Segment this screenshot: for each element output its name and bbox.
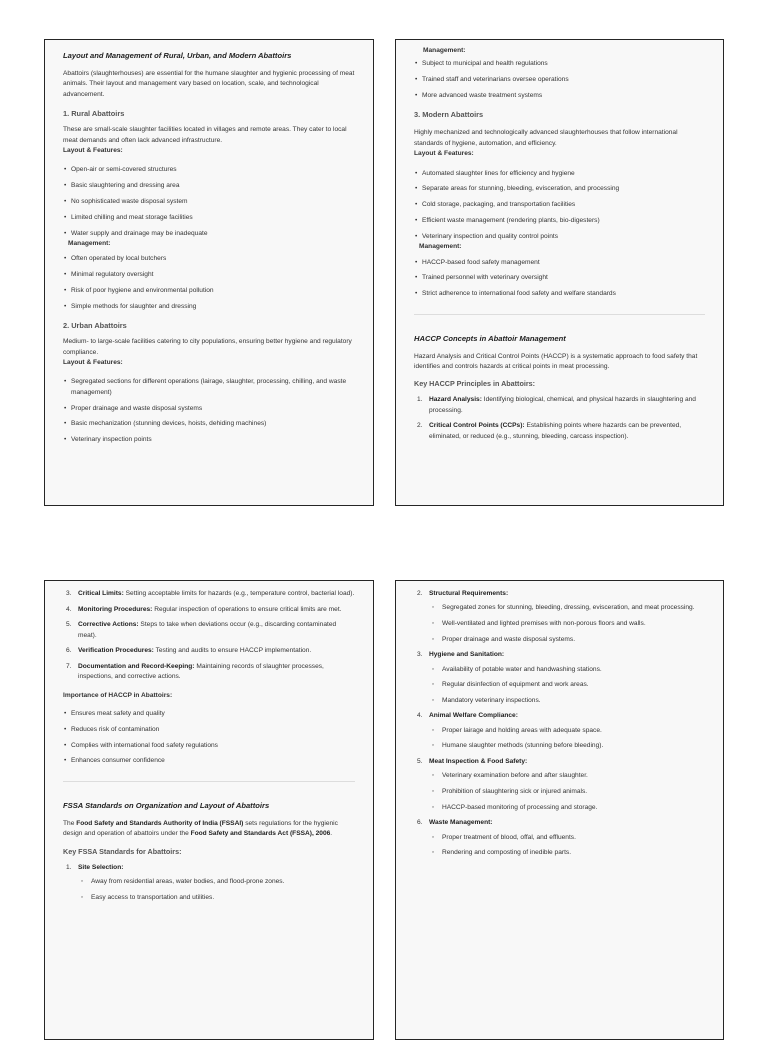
- document-title: Layout and Management of Rural, Urban, and Modern Abattoirs: [63, 51, 292, 60]
- list-item: • Automated slaughter lines for efficiency and hygiene: [414, 169, 705, 179]
- list-item: ◦ Rendering and composting of inedible parts.: [429, 848, 705, 858]
- haccp-title: HACCP Concepts in Abattoir Management: [414, 333, 566, 343]
- list-item: • Veterinary inspection and quality control points: [414, 232, 705, 242]
- list-item: ◦ Veterinary examination before and after slaughter.: [429, 771, 705, 781]
- list-item: [414, 650, 705, 706]
- rural-description: These are small-scale slaughter facilities located in villages and remote areas. They cater to local meat demands and often lack advanced infrastructure.: [63, 126, 347, 144]
- list-item: [63, 863, 355, 903]
- haccp-principles-list: [414, 395, 705, 442]
- list-item: • Separate areas for stunning, bleeding, evisceration, and processing: [414, 184, 705, 194]
- fssa-standards-list: [63, 863, 355, 903]
- sub-list: [429, 833, 705, 859]
- standard-label: Animal Welfare Compliance:: [429, 712, 518, 720]
- sub-list: [429, 603, 705, 645]
- haccp-principles-heading: Key HACCP Principles in Abattoirs:: [414, 379, 536, 389]
- list-item: ◦ Easy access to transportation and utilities.: [78, 893, 355, 903]
- urban-heading: 2. Urban Abattoirs: [63, 321, 127, 331]
- list-item: ◦ Proper treatment of blood, offal, and effluents.: [429, 833, 705, 843]
- principle-text: Identifying biological, chemical, and physical hazards in slaughtering and processing.: [429, 396, 696, 414]
- modern-management-label: Management:: [419, 243, 462, 251]
- rural-layout-label: Layout & Features:: [63, 147, 123, 155]
- list-item: [63, 646, 355, 656]
- list-item: • Strict adherence to international food safety and welfare standards: [414, 289, 705, 299]
- fssa-desc-mid: sets regulations for the hygienic design and operation of abattoirs under the: [63, 819, 338, 838]
- principle-term: Critical Control Points (CCPs):: [429, 422, 525, 430]
- section-divider: [414, 314, 705, 315]
- list-number: 5.: [417, 757, 423, 765]
- principle-text: Maintaining records of slaughter processes, inspections, and corrective actions.: [78, 662, 324, 681]
- list-item: [414, 711, 705, 751]
- list-item: [63, 605, 355, 615]
- fssai-name: Food Safety and Standards Authority of India (FSSAI): [76, 819, 244, 827]
- list-number: 7.: [66, 662, 72, 670]
- document-page-3: [44, 580, 374, 1040]
- list-number: 6.: [417, 819, 423, 827]
- list-item: • Cold storage, packaging, and transportation facilities: [414, 200, 705, 210]
- list-number: 6.: [66, 647, 72, 655]
- standard-label: Waste Management:: [429, 819, 493, 827]
- list-item: ◦ Mandatory veterinary inspections.: [429, 696, 705, 706]
- list-number: 3.: [417, 651, 423, 659]
- list-item: • Veterinary inspection points: [63, 435, 355, 445]
- list-item: • Limited chilling and meat storage facilities: [63, 213, 355, 223]
- list-item: [63, 662, 355, 683]
- list-number: 4.: [417, 712, 423, 720]
- document-page-2: [395, 39, 724, 506]
- list-item: ◦ HACCP-based monitoring of processing and storage.: [429, 803, 705, 813]
- haccp-description: Hazard Analysis and Critical Control Points (HACCP) is a systematic approach to food safety that identifies and controls hazards at critical points in meat processing.: [414, 352, 698, 371]
- list-item: ◦ Prohibition of slaughtering sick or injured animals.: [429, 787, 705, 797]
- list-item: ◦ Well-ventilated and lighted premises with non-porous floors and walls.: [429, 619, 705, 629]
- list-item: • No sophisticated waste disposal system: [63, 197, 355, 207]
- list-item: • Minimal regulatory oversight: [63, 270, 355, 280]
- list-item: • Trained personnel with veterinary oversight: [414, 273, 705, 283]
- list-item: • Simple methods for slaughter and dressing: [63, 302, 355, 312]
- list-number: 1.: [417, 396, 423, 404]
- list-item: • Trained staff and veterinarians oversee operations: [414, 75, 705, 85]
- fssa-act-name: Food Safety and Standards Act (FSSA), 2006: [190, 830, 331, 838]
- sub-list: [429, 665, 705, 707]
- principle-term: Monitoring Procedures:: [78, 605, 153, 613]
- list-number: 2.: [417, 590, 423, 597]
- list-item: ◦ Segregated zones for stunning, bleeding, dressing, evisceration, and meat processing.: [429, 603, 705, 613]
- urban-management-label: Management:: [423, 47, 466, 54]
- document-page-4: [395, 580, 724, 1040]
- rural-heading: 1. Rural Abattoirs: [63, 109, 125, 119]
- principle-term: Hazard Analysis:: [429, 396, 482, 404]
- list-number: 4.: [66, 605, 72, 613]
- list-item: • Basic mechanization (stunning devices, hoists, dehiding machines): [63, 419, 355, 429]
- list-item: [414, 421, 705, 442]
- section-divider: [63, 781, 355, 782]
- rural-management-label: Management:: [68, 240, 111, 248]
- principle-text: Testing and audits to ensure HACCP implementation.: [153, 647, 312, 655]
- list-item: [63, 589, 355, 599]
- standard-label: Structural Requirements:: [429, 590, 509, 597]
- site-selection-list: [78, 877, 355, 903]
- principle-text: Establishing points where hazards can be prevented, eliminated, or reduced (e.g., stunning, bleeding, carcass inspection).: [429, 422, 682, 440]
- fssa-description: [63, 819, 355, 840]
- list-item: • Reduces risk of contamination: [63, 725, 355, 735]
- urban-layout-label: Layout & Features:: [63, 359, 123, 367]
- list-item: [414, 818, 705, 858]
- list-item: • Ensures meat safety and quality: [63, 709, 355, 719]
- list-item: [414, 395, 705, 416]
- list-number: 1.: [66, 863, 72, 871]
- list-item: • Proper drainage and waste disposal systems: [63, 404, 355, 414]
- list-item: • Water supply and drainage may be inadequate: [63, 229, 355, 239]
- intro-paragraph: Abattoirs (slaughterhouses) are essential for the humane slaughter and hygienic processing of meat animals. Their layout and management vary based on location, scale, and technological advancement.: [63, 70, 355, 98]
- urban-management-list: [414, 59, 705, 101]
- list-number: 5.: [66, 621, 72, 629]
- list-item: • Complies with international food safety regulations: [63, 741, 355, 751]
- list-number: 2.: [417, 422, 423, 430]
- list-item: • Risk of poor hygiene and environmental pollution: [63, 286, 355, 296]
- principle-term: Verification Procedures:: [78, 647, 154, 655]
- list-item: ◦ Proper drainage and waste disposal systems.: [429, 635, 705, 645]
- fssa-desc-pre: The: [63, 819, 77, 827]
- principle-term: Documentation and Record-Keeping:: [78, 662, 195, 670]
- list-item: [414, 589, 705, 645]
- rural-management-list: [63, 254, 355, 312]
- urban-layout-list: [63, 377, 355, 445]
- principle-text: Regular inspection of operations to ensure critical limits are met.: [152, 605, 342, 613]
- modern-layout-label: Layout & Features:: [414, 150, 474, 158]
- list-item: • Open-air or semi-covered structures: [63, 165, 355, 175]
- modern-description: Highly mechanized and technologically advanced slaughterhouses that follow international standards of hygiene, automation, and efficiency.: [414, 129, 678, 147]
- list-item: • More advanced waste treatment systems: [414, 91, 705, 101]
- list-item: • Enhances consumer confidence: [63, 756, 355, 766]
- fssa-standards-heading: Key FSSA Standards for Abattoirs:: [63, 846, 182, 856]
- rural-layout-list: [63, 165, 355, 239]
- fssa-title: FSSA Standards on Organization and Layout of Abattoirs: [63, 800, 270, 810]
- list-item: [63, 620, 355, 641]
- principle-text: Setting acceptable limits for hazards (e.g., temperature control, bacterial load).: [123, 590, 355, 597]
- modern-heading: 3. Modern Abattoirs: [414, 110, 484, 120]
- list-item: • Efficient waste management (rendering plants, bio-digesters): [414, 216, 705, 226]
- haccp-importance-list: [63, 709, 355, 767]
- modern-management-list: [414, 258, 705, 300]
- list-item: • Basic slaughtering and dressing area: [63, 181, 355, 191]
- list-item: ◦ Availability of potable water and handwashing stations.: [429, 665, 705, 675]
- list-item: ◦ Regular disinfection of equipment and work areas.: [429, 680, 705, 690]
- list-item: ◦ Proper lairage and holding areas with adequate space.: [429, 726, 705, 736]
- principle-text: Steps to take when deviations occur (e.g., discarding contaminated meat).: [78, 621, 337, 639]
- sub-list: [429, 771, 705, 813]
- haccp-importance-heading: Importance of HACCP in Abattoirs:: [63, 691, 173, 699]
- list-number: 3.: [66, 590, 72, 597]
- urban-description: Medium- to large-scale facilities catering to city populations, ensuring better hygiene and regulatory compliance.: [63, 338, 352, 356]
- fssa-standards-list-continued: [414, 589, 705, 859]
- list-item: ◦ Humane slaughter methods (stunning before bleeding).: [429, 741, 705, 751]
- standard-label: Site Selection:: [78, 863, 124, 871]
- document-page-1: [44, 39, 374, 506]
- principle-term: Critical Limits:: [78, 590, 124, 597]
- fssa-desc-post: .: [330, 830, 333, 838]
- standard-label: Hygiene and Sanitation:: [429, 651, 505, 659]
- modern-layout-list: [414, 169, 705, 243]
- list-item: • HACCP-based food safety management: [414, 258, 705, 268]
- standard-label: Meat Inspection & Food Safety:: [429, 757, 528, 765]
- list-item: • Segregated sections for different operations (lairage, slaughter, processing, chilling, and waste management): [63, 377, 355, 398]
- list-item: • Often operated by local butchers: [63, 254, 355, 264]
- haccp-principles-list-continued: [63, 589, 355, 683]
- list-item: [414, 757, 705, 813]
- list-item: ◦ Away from residential areas, water bodies, and flood-prone zones.: [78, 877, 355, 887]
- principle-term: Corrective Actions:: [78, 621, 139, 629]
- list-item: • Subject to municipal and health regulations: [414, 59, 705, 69]
- sub-list: [429, 726, 705, 752]
